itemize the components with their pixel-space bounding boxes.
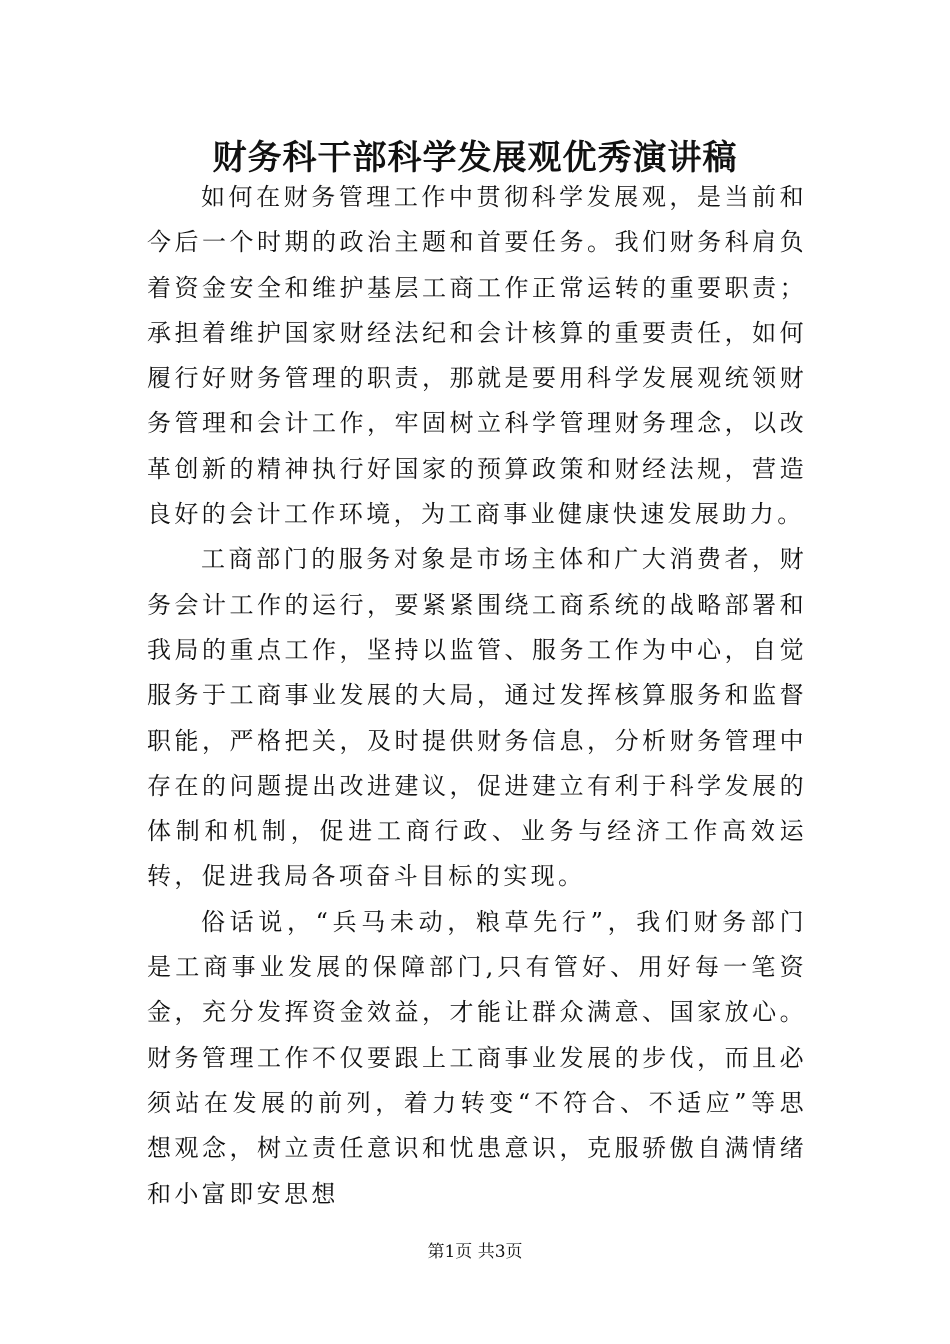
paragraph-3: 俗话说，“兵马未动，粮草先行”，我们财务部门是工商事业发展的保障部门,只有管好、用好每一笔资金，充分发挥资金效益，才能让群众满意、国家放心。财务管理工作不仅要跟上工商事业发展的步伐，而且必须站在发展的前列，着力转变“不符合、不适应”等思想观念，树立责任意识和忧患意识，克服骄傲自满情绪和小富即安思想: [147, 907, 807, 1208]
paragraph-2: 工商部门的服务对象是市场主体和广大消费者，财务会计工作的运行，要紧紧围绕工商系统的战略部署和我局的重点工作，坚持以监管、服务工作为中心，自觉服务于工商事业发展的大局，通过发挥核算服务和监督职能，严格把关，及时提供财务信息，分析财务管理中存在的问题提出改进建议，促进建立有利于科学发展的体制和机制，促进工商行政、业务与经济工作高效运转，促进我局各项奋斗目标的实现。: [147, 545, 807, 891]
paragraph-1: 如何在财务管理工作中贯彻科学发展观，是当前和今后一个时期的政治主题和首要任务。我们财务科肩负着资金安全和维护基层工商工作正常运转的重要职责；承担着维护国家财经法纪和会计核算的重要责任，如何履行好财务管理的职责，那就是要用科学发展观统领财务管理和会计工作，牢固树立科学管理财务理念，以改革创新的精神执行好国家的预算政策和财经法规，营造良好的会计工作环境，为工商事业健康快速发展助力。: [147, 183, 807, 529]
document-body: [147, 175, 807, 1217]
page-number-footer: 第1页 共3页: [427, 1242, 523, 1262]
document-title: 财务科干部科学发展观优秀演讲稿: [212, 138, 738, 178]
